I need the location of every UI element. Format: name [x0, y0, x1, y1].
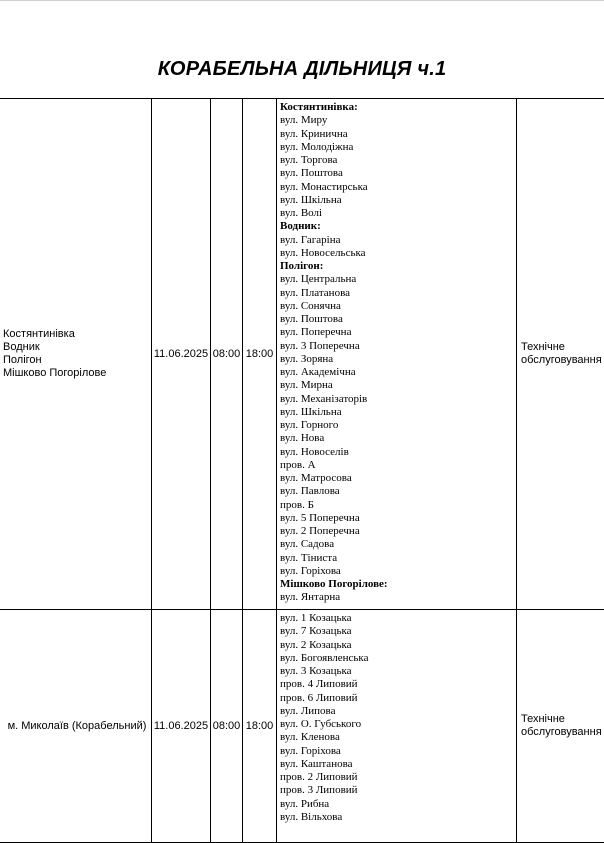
- street-item: вул. Липова: [280, 705, 513, 718]
- street-item: вул. 5 Поперечна: [280, 512, 513, 525]
- street-item: вул. Поштова: [280, 167, 513, 180]
- schedule-table: [0, 98, 604, 843]
- settlement-heading: Полігон:: [280, 260, 513, 273]
- street-item: пров. 2 Липовий: [280, 771, 513, 784]
- street-item: вул. Платанова: [280, 287, 513, 300]
- street-item: вул. 2 Козацька: [280, 639, 513, 652]
- reason-cell: [517, 99, 604, 610]
- reason-cell: [517, 610, 604, 843]
- street-item: вул. Богоявленська: [280, 652, 513, 665]
- page-top-edge: [0, 0, 604, 1]
- street-item: вул. Новоселів: [280, 446, 513, 459]
- settlement-heading: Костянтинівка:: [280, 101, 513, 114]
- street-item: вул. Тіниста: [280, 552, 513, 565]
- street-item: вул. 3 Поперечна: [280, 340, 513, 353]
- reason-text: обслуговування: [521, 354, 604, 367]
- street-item: вул. Центральна: [280, 273, 513, 286]
- street-item: вул. 7 Козацька: [280, 625, 513, 638]
- street-item: вул. Торгова: [280, 154, 513, 167]
- street-item: вул. 2 Поперечна: [280, 525, 513, 538]
- locations-cell: [0, 99, 152, 610]
- settlement-heading: Мішково Погорілове:: [280, 578, 513, 591]
- table-row: [0, 99, 604, 610]
- street-item: пров. А: [280, 459, 513, 472]
- time-to-cell: 18:00: [243, 99, 277, 610]
- street-item: вул. Каштанова: [280, 758, 513, 771]
- street-item: вул. Вільхова: [280, 811, 513, 824]
- street-item: пров. 3 Липовий: [280, 784, 513, 797]
- street-item: вул. Павлова: [280, 485, 513, 498]
- street-item: вул. Нова: [280, 432, 513, 445]
- streets-cell: [277, 99, 517, 610]
- street-item: вул. Поштова: [280, 313, 513, 326]
- street-item: вул. О. Губського: [280, 718, 513, 731]
- reason-text: Технічне: [521, 713, 604, 726]
- street-item: вул. Горіхова: [280, 565, 513, 578]
- street-item: вул. Мирна: [280, 379, 513, 392]
- street-item: пров. Б: [280, 499, 513, 512]
- table-row: [0, 610, 604, 843]
- streets-cell: [277, 610, 517, 843]
- street-item: вул. Кринична: [280, 128, 513, 141]
- street-item: вул. Монастирська: [280, 181, 513, 194]
- settlement-heading: Водник:: [280, 220, 513, 233]
- street-item: вул. Поперечна: [280, 326, 513, 339]
- location-name: м. Миколаїв (Корабельний): [3, 720, 151, 733]
- street-item: пров. 6 Липовий: [280, 692, 513, 705]
- reason-text: обслуговування: [521, 726, 604, 739]
- date-cell: 11.06.2025: [152, 610, 211, 843]
- street-item: вул. Механізаторів: [280, 393, 513, 406]
- location-name: Водник: [3, 341, 151, 354]
- street-item: вул. Гагаріна: [280, 234, 513, 247]
- time-from-cell: 08:00: [211, 99, 243, 610]
- street-item: вул. Сонячна: [280, 300, 513, 313]
- street-item: вул. Матросова: [280, 472, 513, 485]
- location-name: Мішково Погорілове: [3, 367, 151, 380]
- location-name: Костянтинівка: [3, 328, 151, 341]
- street-item: вул. Миру: [280, 114, 513, 127]
- time-to-cell: 18:00: [243, 610, 277, 843]
- street-item: вул. Шкільна: [280, 406, 513, 419]
- street-item: вул. Молодіжна: [280, 141, 513, 154]
- street-item: вул. Зоряна: [280, 353, 513, 366]
- location-name: Полігон: [3, 354, 151, 367]
- street-item: вул. Академічна: [280, 366, 513, 379]
- street-item: вул. 3 Козацька: [280, 665, 513, 678]
- time-from-cell: 08:00: [211, 610, 243, 843]
- street-item: вул. Горного: [280, 419, 513, 432]
- street-item: пров. 4 Липовий: [280, 678, 513, 691]
- street-item: вул. Новосельська: [280, 247, 513, 260]
- locations-cell: [0, 610, 152, 843]
- reason-text: Технічне: [521, 341, 604, 354]
- street-item: вул. Горіхова: [280, 745, 513, 758]
- date-cell: 11.06.2025: [152, 99, 211, 610]
- street-item: вул. Янтарна: [280, 591, 513, 604]
- street-item: вул. Волі: [280, 207, 513, 220]
- street-item: вул. Рибна: [280, 798, 513, 811]
- street-item: вул. Садова: [280, 538, 513, 551]
- street-item: вул. Кленова: [280, 731, 513, 744]
- street-item: вул. 1 Козацька: [280, 612, 513, 625]
- street-item: вул. Шкільна: [280, 194, 513, 207]
- page-title: КОРАБЕЛЬНА ДІЛЬНИЦЯ ч.1: [0, 58, 604, 81]
